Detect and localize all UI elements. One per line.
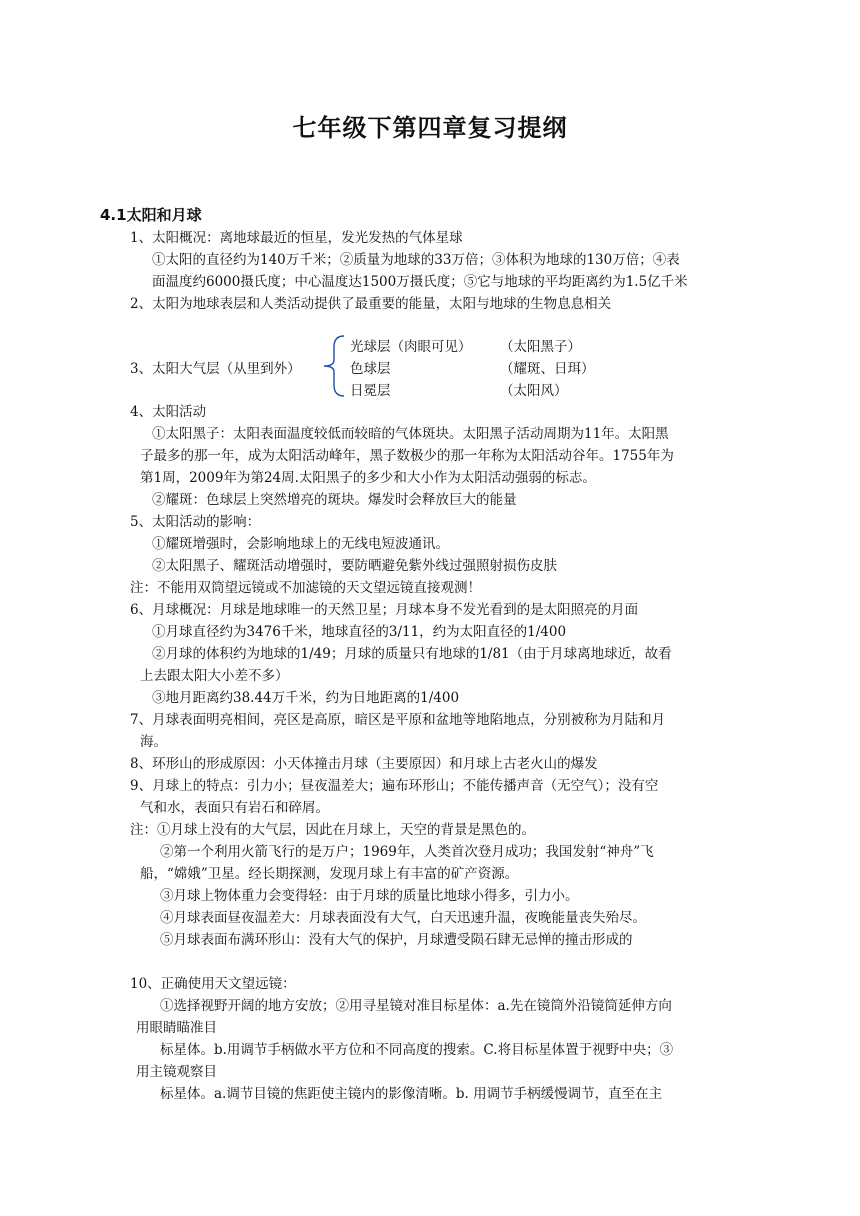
layer-name: 日冕层 — [350, 383, 391, 399]
text-line: 第1周，2009年为第24周.太阳黑子的多少和大小作为太阳活动强弱的标志。 — [140, 470, 596, 486]
text-line: 4、太阳活动 — [130, 404, 207, 420]
text-line: ①耀斑增强时，会影响地球上的无线电短波通讯。 — [152, 536, 449, 552]
layer-activity: （耀斑、日珥） — [500, 361, 595, 377]
text-line: ①太阳的直径约为140万千米；②质量为地球的33万倍；③体积为地球的130万倍；④表 — [152, 252, 680, 268]
note-line: 注：①月球上没有的大气层，因此在月球上，天空的背景是黑色的。 — [130, 822, 535, 838]
layer-activity: （太阳风） — [500, 383, 568, 399]
text-line: ③月球上物体重力会变得轻：由于月球的质量比地球小得多，引力小。 — [160, 888, 579, 904]
text-line: 用主镜观察目 — [136, 1064, 217, 1080]
layer-activity: （太阳黑子） — [500, 339, 581, 355]
text-line: 1、太阳概况：离地球最近的恒星，发光发热的气体星球 — [130, 230, 463, 246]
text-line: 船，“嫦娥”卫星。经长期探测，发现月球上有丰富的矿产资源。 — [140, 866, 519, 882]
text-line: ③地月距离约38.44万千米，约为日地距离的1/400 — [152, 690, 460, 706]
text-line: 上去跟太阳大小差不多） — [140, 668, 289, 684]
text-line: ②太阳黑子、耀斑活动增强时，要防晒避免紫外线过强照射损伤皮肤 — [152, 558, 557, 574]
text-line: ④月球表面昼夜温差大：月球表面没有大气，白天迅速升温，夜晚能量丧失殆尽。 — [160, 910, 646, 926]
page-title: 七年级下第四章复习提纲 — [292, 114, 568, 142]
text-line: ②第一个利用火箭飞行的是万户；1969年，人类首次登月成功；我国发射“神舟”飞 — [160, 844, 654, 860]
text-line: 子最多的那一年，成为太阳活动峰年，黑子数极少的那一年称为太阳活动谷年。1755年为 — [140, 448, 674, 464]
text-line: 9、月球上的特点：引力小；昼夜温差大；遍布环形山；不能传播声音（无空气）；没有空 — [130, 778, 659, 794]
layer-name: 光球层（肉眼可见） — [350, 339, 472, 355]
text-line: 海。 — [140, 734, 167, 750]
text-line: 标星体。a.调节目镜的焦距使主镜内的影像清晰。b. 用调节手柄缓慢调节，直至在主 — [160, 1086, 663, 1102]
left-brace-icon — [320, 333, 348, 399]
text-line: 5、太阳活动的影响： — [130, 514, 261, 530]
text-line: 面温度约6000摄氏度；中心温度达1500万摄氏度；⑤它与地球的平均距离约为1.5亿千米 — [152, 274, 688, 290]
text-line: 10、正确使用天文望远镜： — [130, 976, 296, 992]
text-line: 7、月球表面明亮相间，亮区是高原，暗区是平原和盆地等地陷地点，分别被称为月陆和月 — [130, 712, 666, 728]
note-line: 注：不能用双筒望远镜或不加滤镜的天文望远镜直接观测！ — [130, 580, 481, 596]
text-line: ①月球直径约为3476千米，地球直径的3/11，约为太阳直径的1/400 — [152, 624, 567, 640]
text-line: ②耀斑：色球层上突然增亮的斑块。爆发时会释放巨大的能量 — [152, 492, 517, 508]
text-line: ①太阳黑子：太阳表面温度较低而较暗的气体斑块。太阳黑子活动周期为11年。太阳黑 — [152, 426, 669, 442]
text-line: 6、月球概况：月球是地球唯一的天然卫星；月球本身不发光看到的是太阳照亮的月面 — [130, 602, 639, 618]
layer-name: 色球层 — [350, 361, 391, 377]
text-line: 气和水，表面只有岩石和碎屑。 — [140, 800, 329, 816]
text-line: ⑤月球表面布满环形山：没有大气的保护，月球遭受陨石肆无忌惮的撞击形成的 — [160, 932, 633, 948]
text-line: 8、环形山的形成原因：小天体撞击月球（主要原因）和月球上古老火山的爆发 — [130, 756, 598, 772]
text-line: 2、太阳为地球表层和人类活动提供了最重要的能量，太阳与地球的生物息息相关 — [130, 296, 612, 312]
brace-label: 3、太阳大气层（从里到外） — [130, 361, 301, 377]
text-line: 用眼睛瞄准目 — [136, 1020, 217, 1036]
sun-atmosphere-layers — [130, 333, 650, 399]
text-line: ②月球的体积约为地球的1/49；月球的质量只有地球的1/81（由于月球离地球近，故看 — [152, 646, 672, 662]
section-heading: 4.1太阳和月球 — [100, 206, 202, 224]
text-line: 标星体。b.用调节手柄做水平方位和不同高度的搜索。C.将目标星体置于视野中央；③ — [160, 1042, 674, 1058]
text-line: ①选择视野开阔的地方安放；②用寻星镜对准目标星体：a.先在镜筒外沿镜筒延伸方向 — [160, 998, 672, 1014]
